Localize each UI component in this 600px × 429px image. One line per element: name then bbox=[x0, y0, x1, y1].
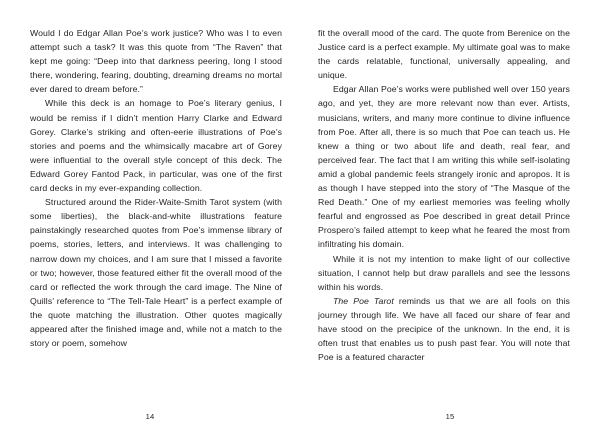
paragraph: Would I do Edgar Allan Poe’s work justice? Who was I to even attempt such a task? It was this quote from “The Raven” that kept me going: “Deep into that darkness peering, long I stood there, wondering, fearing, doubting, dreaming dreams no mortal ever dared to dream before.” bbox=[30, 28, 282, 95]
left-page-text-column bbox=[30, 26, 282, 412]
paragraph: fit the overall mood of the card. The quote from Berenice on the Justice card is a perfect example. My ultimate goal was to make the cards relatable, functional, universally appealing, and unique. bbox=[318, 28, 570, 81]
paragraph: While this deck is an homage to Poe’s literary genius, I would be remiss if I didn’t mention Harry Clarke and Edward Gorey. Clarke’s striking and often-eerie illustrations of Poe’s stories and poems and the whimsically macabre art of Gorey were influential to the overall style concept of this deck. The Edward Gorey Fantod Pack, in particular, was one of the first card decks in my ever-expanding collection. bbox=[30, 98, 282, 194]
paragraph: While it is not my intention to make light of our collective situation, I cannot help but draw parallels and see the lessons within his words. bbox=[318, 253, 570, 292]
paragraph-with-title bbox=[318, 294, 570, 364]
paragraph: Edgar Allan Poe’s works were published well over 150 years ago, and yet, they are more relevant now than ever. Artists, musicians, writers, and many more continue to divine influence from Poe. After all, there is so much that Poe can teach us. He knew a thing or two about life and death, real fear, and perceived fear. The fact that I am writing this while self-isolating amid a global pandemic feels strangely ironic and apropos. It is as though I have stepped into the story of “The Masque of the Red Death.” One of my earliest memories was feeling wholly fearful and engrossed as Poe described in great detail Prince Prospero’s failed attempt to keep what he feared the most from infiltrating his domain. bbox=[318, 84, 570, 250]
right-page-text-column bbox=[318, 26, 570, 412]
paragraph-text: reminds us that we are all fools on this journey through life. We have all faced our share of fear and have stood on the precipice of the unknown. In the end, it is often trust that enables us to push past fear. You will note that Poe is a featured character bbox=[318, 295, 570, 363]
book-title-mention: The Poe Tarot bbox=[333, 295, 394, 306]
paragraph: Structured around the Rider-Waite-Smith Tarot system (with some liberties), the black-and-white illustrations feature painstakingly researched quotes from Poe’s immense library of poems, stories, letters, and interviews. It was challenging to narrow down my choices, and I am sure that I missed a favorite or two; however, those featured either fit the overall mood of the card or reflected the work through the card image. The Nine of Quills’ reference to “The Tell-Tale Heart” is a perfect example of the quote matching the illustration. Other quotes magically appeared after the finished image and, while not a match to the story or poem, somehow bbox=[30, 197, 282, 349]
right-page bbox=[300, 26, 600, 429]
page-number-right: 15 bbox=[445, 412, 455, 421]
page-number-left: 14 bbox=[145, 412, 155, 421]
left-page bbox=[0, 26, 300, 429]
